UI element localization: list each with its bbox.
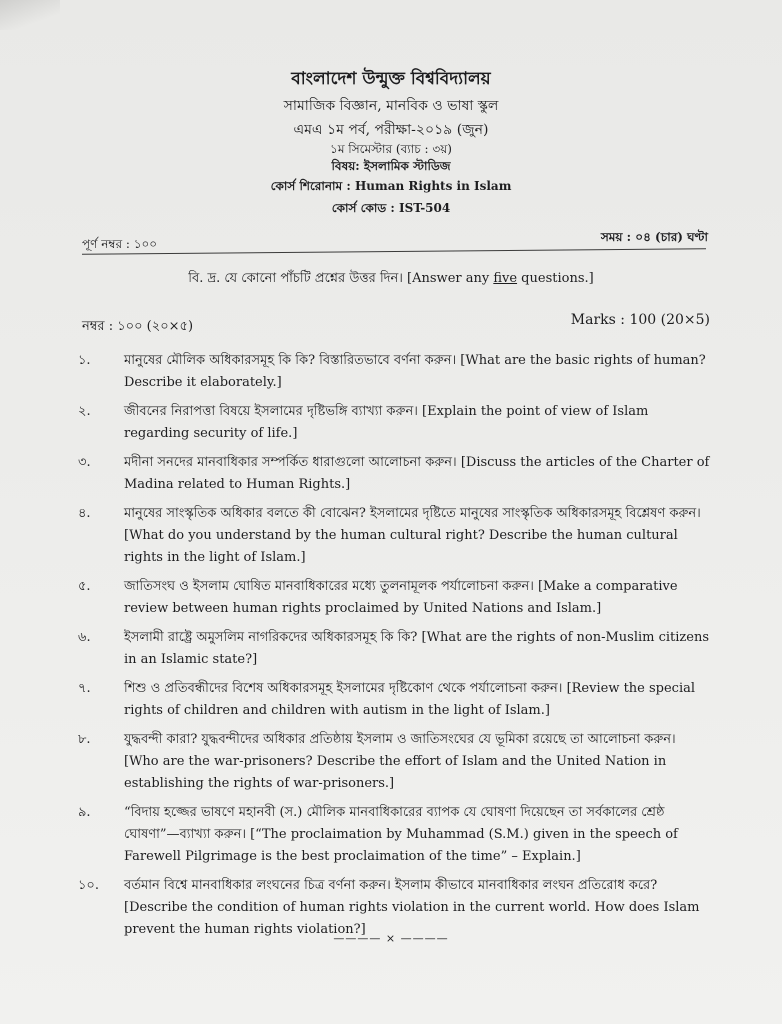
question-item [78,503,712,569]
question-text: যুদ্ধবন্দী কারা? যুদ্ধবন্দীদের অধিকার প্রতিষ্ঠায় ইসলাম ও জাতিসংঘের যে ভূমিকা রয়েছে তা আলোচনা করুন। [Who are the war-prisoners? Describe the effort of Islam and the United Nation in establishing the rights of war-prisoners.] [124,732,676,791]
exam-time: সময় : ০৪ (চার) ঘণ্টা [600,230,708,244]
instruction-after: questions.] [517,271,594,286]
question-item [78,729,712,795]
full-marks: পূর্ণ নম্বর : ১০০ [82,237,158,251]
question-text: জীবনের নিরাপত্তা বিষয়ে ইসলামের দৃষ্টিভঙ্গি ব্যাখ্যা করুন। [Explain the point of view of Islam regarding security of life.] [124,404,649,441]
university-name: বাংলাদেশ উন্মুক্ত বিশ্ববিদ্যালয় [291,69,491,89]
course-title: কোর্স শিরোনাম : Human Rights in Islam [270,179,512,193]
instruction-line [0,269,782,290]
question-number: ১. [78,353,91,368]
question-item [78,802,712,868]
question-item [78,350,712,394]
question-number: ৭. [78,681,91,696]
question-item [78,401,712,445]
question-number: ৫. [78,579,91,594]
marks-english: Marks : 100 (20×5) [570,312,710,328]
question-text: শিশু ও প্রতিবন্ধীদের বিশেষ অধিকারসমূহ ইসলামের দৃষ্টিকোণ থেকে পর্যালোচনা করুন। [Review the special rights of children and children with autism in the light of Islam.] [124,681,696,718]
question-item [78,678,712,722]
question-text: মানুষের মৌলিক অধিকারসমূহ কি কি? বিস্তারিতভাবে বর্ণনা করুন। [What are the basic rights of human? Describe it elaborately.] [124,353,706,390]
question-number: ৯. [78,805,91,820]
question-number: ৬. [78,630,91,645]
question-text: বর্তমান বিশ্বে মানবাধিকার লংঘনের চিত্র বর্ণনা করুন। ইসলাম কীভাবে মানবাধিকার লংঘন প্রতিরোধ করে? [Describe the condition of human rights violation in the current world. How does Islam prevent the human rights violation?] [124,878,700,937]
question-text: জাতিসংঘ ও ইসলাম ঘোষিত মানবাধিকারের মধ্যে তুলনামূলক পর্যালোচনা করুন। [Make a comparative review between human rights proclaimed by United Nations and Islam.] [124,579,678,616]
question-text: “বিদায় হজ্জের ভাষণে মহানবী (স.) মৌলিক মানবাধিকারের ব্যাপক যে ঘোষণা দিয়েছেন তা সর্বকালের শ্রেষ্ঠ ঘোষণা”—ব্যাখ্যা করুন। [“The proclaimation by Muhammad (S.M.) given in the speech of Farewell Pilgrimage is the best proclaimation of the time” – Explain.] [124,805,678,864]
course-code: কোর্স কোড : IST-504 [331,201,451,215]
question-list [78,350,712,941]
school-name: সামাজিক বিজ্ঞান, মানবিক ও ভাষা স্কুল [283,98,499,114]
question-text: মানুষের সাংস্কৃতিক অধিকার বলতে কী বোঝেন? ইসলামের দৃষ্টিতে মানুষের সাংস্কৃতিক অধিকারসমূহ বিশ্লেষণ করুন। [What do you understand by the human cultural right? Describe the human cultural rights in the light of Islam.] [124,506,701,565]
header-divider [82,248,706,254]
subject-line: বিষয়: ইসলামিক স্টাডিজ [331,159,451,173]
question-number: ২. [78,404,91,419]
question-item [78,627,712,671]
instruction-underlined: five [493,271,518,286]
marks-bengali: নম্বর : ১০০ (২০×৫) [82,319,194,334]
question-item [78,576,712,620]
paper-fold-shadow [0,0,60,30]
question-number: ৮. [78,732,91,747]
exam-name: এমএ ১ম পর্ব, পরীক্ষা-২০১৯ (জুন) [293,122,489,138]
question-number: ১০. [78,878,100,893]
question-text: ইসলামী রাষ্ট্রে অমুসলিম নাগরিকদের অধিকারসমূহ কি কি? [What are the rights of non-Muslim citizens in an Islamic state?] [124,630,710,667]
semester-line: ১ম সিমেস্টার (ব্যাচ : ৩য়) [330,142,452,156]
instruction-before: বি. দ্র. যে কোনো পাঁচটি প্রশ্নের উত্তর দিন। [Answer any [188,271,494,286]
end-marker: ———— × ———— [333,932,449,945]
question-item [78,452,712,496]
question-text: মদীনা সনদের মানবাধিকার সম্পর্কিত ধারাগুলো আলোচনা করুন। [Discuss the articles of the Charter of Madina related to Human Rights.] [124,455,710,492]
question-number: ৩. [78,455,91,470]
question-number: ৪. [78,506,91,521]
